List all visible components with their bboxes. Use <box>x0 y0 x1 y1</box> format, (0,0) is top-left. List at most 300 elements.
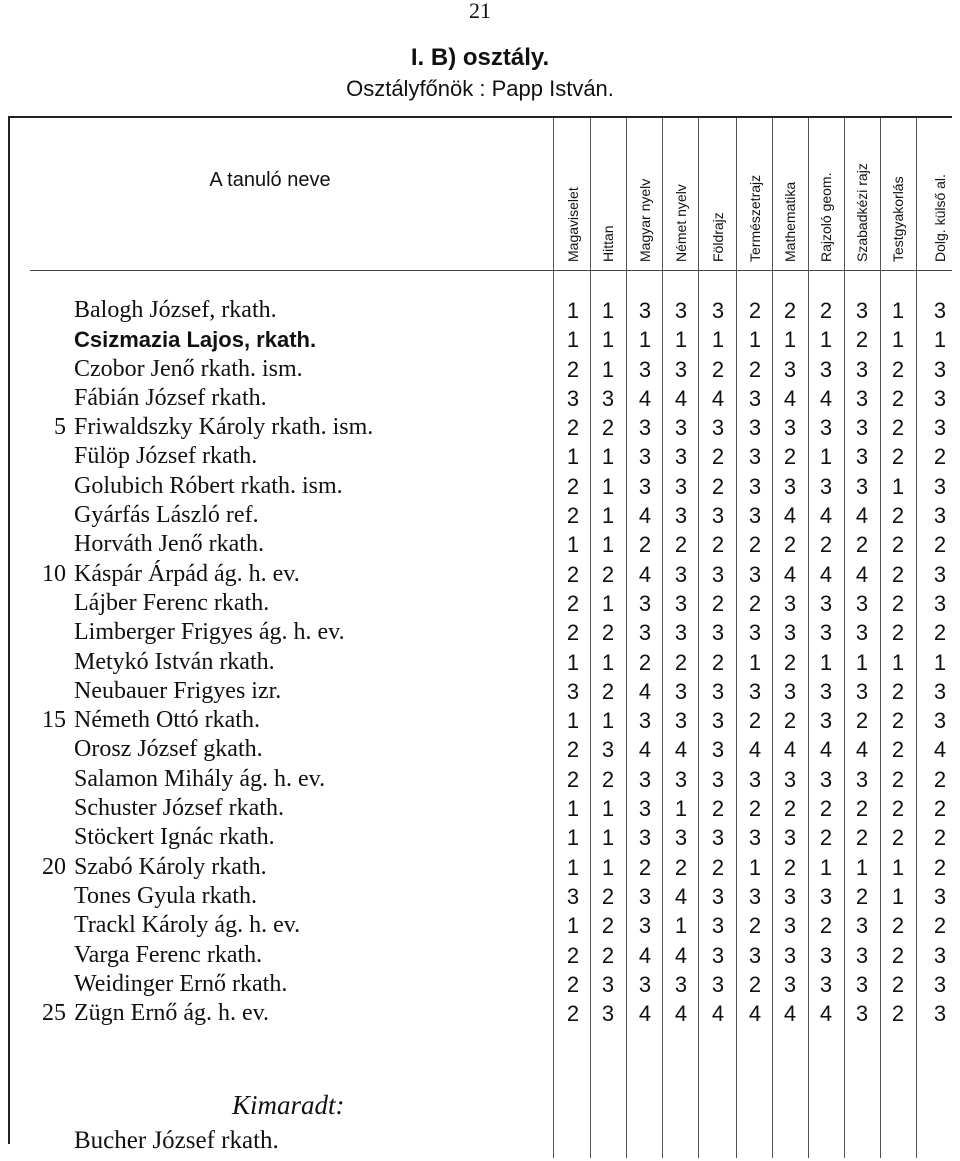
student-name: Schuster József rkath. <box>74 795 284 822</box>
grade-cell: 3 <box>855 971 869 997</box>
table-row <box>0 560 960 589</box>
student-name: Varga Ferenc rkath. <box>74 941 263 968</box>
column-header: Testgyakorlás <box>890 176 906 262</box>
grade-cell: 2 <box>891 444 905 470</box>
grade-cell: 3 <box>783 825 797 851</box>
grade-cell: 3 <box>601 385 615 411</box>
grade-cell: 3 <box>855 473 869 499</box>
grade-cell: 4 <box>855 737 869 763</box>
grade-cell: 2 <box>891 971 905 997</box>
grade-cell: 3 <box>638 473 652 499</box>
grade-cell: 3 <box>674 766 688 792</box>
grade-cell: 2 <box>891 590 905 616</box>
grade-cell: 2 <box>891 415 905 441</box>
student-name: Horváth Jenő rkath. <box>74 531 264 558</box>
table-row <box>0 472 960 501</box>
grade-cell: 3 <box>566 385 580 411</box>
grade-cell: 3 <box>933 385 947 411</box>
grade-cell: 2 <box>638 854 652 880</box>
grade-cell: 3 <box>711 298 725 323</box>
grade-cell: 3 <box>748 883 762 909</box>
grade-cell: 2 <box>638 649 652 675</box>
grade-cell: 3 <box>748 942 762 968</box>
grade-cell: 3 <box>855 385 869 411</box>
grade-cell: 1 <box>566 854 580 880</box>
grade-cell: 3 <box>711 737 725 763</box>
student-name: Fülöp József rkath. <box>74 443 258 470</box>
grade-cell: 1 <box>855 649 869 675</box>
grade-cell: 3 <box>748 620 762 646</box>
grade-cell: 3 <box>783 473 797 499</box>
grade-cell: 3 <box>674 356 688 382</box>
grade-cell: 4 <box>638 503 652 529</box>
table-row <box>0 618 960 647</box>
grade-cell: 1 <box>819 649 833 675</box>
grade-cell: 4 <box>674 1001 688 1027</box>
student-name: Neubauer Frigyes izr. <box>74 677 282 704</box>
table-row <box>0 355 960 384</box>
student-name: Gyárfás László ref. <box>74 502 259 529</box>
row-number: 20 <box>42 853 66 880</box>
grade-cell: 2 <box>601 766 615 792</box>
grade-cell: 3 <box>933 883 947 909</box>
grade-cell: 2 <box>748 971 762 997</box>
grade-cell: 2 <box>891 913 905 939</box>
grade-cell: 1 <box>891 649 905 675</box>
grade-cell: 3 <box>638 913 652 939</box>
grade-cell: 3 <box>711 825 725 851</box>
row-number: 15 <box>42 707 66 734</box>
grade-cell: 1 <box>674 327 688 353</box>
column-header: Magaviselet <box>565 187 581 262</box>
grade-cell: 3 <box>783 678 797 704</box>
grade-cell: 2 <box>819 532 833 558</box>
grade-cell: 1 <box>674 796 688 822</box>
grade-cell: 3 <box>783 766 797 792</box>
grade-cell: 2 <box>566 971 580 997</box>
grade-cell: 2 <box>601 913 615 939</box>
grade-cell: 2 <box>566 1001 580 1027</box>
grade-cell: 3 <box>819 971 833 997</box>
grade-cell: 2 <box>783 298 797 323</box>
grade-cell: 2 <box>711 444 725 470</box>
grade-cell: 2 <box>891 942 905 968</box>
grade-cell: 4 <box>638 737 652 763</box>
grade-cell: 3 <box>674 825 688 851</box>
grade-cell: 3 <box>674 590 688 616</box>
grade-cell: 3 <box>933 473 947 499</box>
grade-cell: 3 <box>748 385 762 411</box>
grade-cell: 3 <box>933 298 947 323</box>
column-header: Dolg. külső al. <box>932 174 948 262</box>
grade-cell: 3 <box>601 737 615 763</box>
grade-cell: 4 <box>638 942 652 968</box>
grade-cell: 3 <box>566 678 580 704</box>
grade-cell: 3 <box>748 678 762 704</box>
grade-cell: 2 <box>601 415 615 441</box>
grade-cell: 3 <box>819 415 833 441</box>
grade-cell: 3 <box>711 561 725 587</box>
student-name: Orosz József gkath. <box>74 736 263 763</box>
grade-cell: 3 <box>933 561 947 587</box>
grade-cell: 1 <box>566 796 580 822</box>
grade-cell: 1 <box>601 854 615 880</box>
grade-cell: 3 <box>711 415 725 441</box>
grade-cell: 3 <box>638 444 652 470</box>
grade-cell: 3 <box>933 590 947 616</box>
grade-cell: 1 <box>891 327 905 353</box>
omitted-label: Kimaradt: <box>232 1090 345 1120</box>
grade-cell: 2 <box>855 532 869 558</box>
grade-cell: 3 <box>933 356 947 382</box>
grade-cell: 1 <box>819 444 833 470</box>
grade-cell: 4 <box>711 385 725 411</box>
grade-cell: 1 <box>601 590 615 616</box>
student-name: Friwaldszky Károly rkath. ism. <box>74 414 374 441</box>
grade-cell: 4 <box>783 503 797 529</box>
grade-cell: 4 <box>674 737 688 763</box>
student-name: Golubich Róbert rkath. ism. <box>74 472 343 499</box>
grade-cell: 1 <box>601 473 615 499</box>
grade-cell: 3 <box>819 620 833 646</box>
grade-cell: 1 <box>601 298 615 323</box>
grade-cell: 3 <box>855 1001 869 1027</box>
grade-cell: 3 <box>711 913 725 939</box>
grade-cell: 4 <box>638 1001 652 1027</box>
grade-cell: 1 <box>566 298 580 323</box>
column-header: Földrajz <box>710 212 726 262</box>
grade-cell: 2 <box>711 356 725 382</box>
grade-cell: 3 <box>711 766 725 792</box>
grade-cell: 2 <box>891 678 905 704</box>
grade-cell: 3 <box>748 561 762 587</box>
grade-cell: 3 <box>638 590 652 616</box>
student-name-header: A tanuló neve <box>209 169 331 191</box>
grade-cell: 3 <box>855 913 869 939</box>
student-name: Metykó István rkath. <box>74 648 275 675</box>
grade-cell: 3 <box>674 444 688 470</box>
grade-cell: 3 <box>638 415 652 441</box>
grade-cell: 3 <box>933 942 947 968</box>
grade-cell: 2 <box>601 620 615 646</box>
grade-cell: 2 <box>601 942 615 968</box>
grade-cell: 2 <box>566 415 580 441</box>
grade-cell: 3 <box>674 298 688 323</box>
grade-cell: 3 <box>674 561 688 587</box>
column-header: Hittan <box>600 225 616 262</box>
grade-cell: 2 <box>933 913 947 939</box>
grade-cell: 3 <box>855 942 869 968</box>
student-name: Salamon Mihály ág. h. ev. <box>74 765 326 792</box>
grade-cell: 3 <box>674 473 688 499</box>
grade-cell: 3 <box>638 708 652 734</box>
grade-cell: 4 <box>638 678 652 704</box>
table-row <box>0 648 960 677</box>
grade-cell: 3 <box>601 1001 615 1027</box>
grade-cell: 1 <box>748 649 762 675</box>
grade-cell: 1 <box>891 298 905 323</box>
student-name: Szabó Károly rkath. <box>74 853 267 880</box>
grade-cell: 1 <box>933 649 947 675</box>
grade-cell: 2 <box>855 796 869 822</box>
table-row <box>0 677 960 706</box>
grade-cell: 4 <box>674 942 688 968</box>
grade-cell: 1 <box>566 649 580 675</box>
grade-cell: 3 <box>674 971 688 997</box>
grade-cell: 4 <box>819 1001 833 1027</box>
student-list <box>0 296 960 1028</box>
grade-cell: 2 <box>891 796 905 822</box>
grade-cell: 3 <box>674 620 688 646</box>
student-name: Tones Gyula rkath. <box>74 882 257 909</box>
grade-cell: 3 <box>783 971 797 997</box>
grade-cell: 2 <box>783 444 797 470</box>
grade-cell: 3 <box>711 942 725 968</box>
grade-cell: 2 <box>891 1001 905 1027</box>
table-row <box>0 706 960 735</box>
table-row <box>0 384 960 413</box>
grade-cell: 2 <box>891 708 905 734</box>
grade-cell: 3 <box>748 825 762 851</box>
grade-cell: 4 <box>783 385 797 411</box>
column-header: Rajzoló geom. <box>818 172 834 262</box>
grade-cell: 4 <box>674 883 688 909</box>
grade-cell: 3 <box>711 708 725 734</box>
grade-cell: 4 <box>819 503 833 529</box>
grade-cell: 2 <box>891 356 905 382</box>
grade-cell: 1 <box>601 503 615 529</box>
grade-cell: 2 <box>711 532 725 558</box>
grade-cell: 3 <box>933 415 947 441</box>
student-name: Fábián József rkath. <box>74 384 267 411</box>
grade-cell: 4 <box>711 1001 725 1027</box>
top-rule <box>8 116 952 118</box>
grade-cell: 2 <box>566 766 580 792</box>
grade-cell: 1 <box>566 913 580 939</box>
grade-cell: 3 <box>855 298 869 323</box>
student-name: Káspár Árpád ág. h. ev. <box>74 560 300 587</box>
grade-cell: 3 <box>711 971 725 997</box>
grade-cell: 1 <box>601 825 615 851</box>
grade-cell: 2 <box>674 649 688 675</box>
grade-cell: 1 <box>819 327 833 353</box>
grade-cell: 2 <box>783 532 797 558</box>
grade-cell: 2 <box>819 796 833 822</box>
grade-cell: 4 <box>783 737 797 763</box>
grade-cell: 2 <box>819 825 833 851</box>
grade-cell: 3 <box>819 473 833 499</box>
grade-cell: 2 <box>566 561 580 587</box>
grade-cell: 2 <box>711 590 725 616</box>
grade-cell: 2 <box>855 883 869 909</box>
grade-cell: 3 <box>748 766 762 792</box>
grade-cell: 3 <box>819 766 833 792</box>
grade-cell: 3 <box>748 503 762 529</box>
table-row <box>0 999 960 1028</box>
grade-cell: 3 <box>566 883 580 909</box>
grade-cell: 3 <box>711 678 725 704</box>
grade-cell: 4 <box>933 737 947 763</box>
grade-cell: 1 <box>711 327 725 353</box>
grade-cell: 1 <box>601 649 615 675</box>
header-rule <box>30 270 952 271</box>
grade-cell: 1 <box>566 825 580 851</box>
table-row <box>0 882 960 911</box>
student-name: Balogh József, rkath. <box>74 297 277 323</box>
grade-cell: 1 <box>855 854 869 880</box>
grade-cell: 3 <box>855 678 869 704</box>
grade-cell: 3 <box>638 796 652 822</box>
grade-cell: 2 <box>891 385 905 411</box>
grade-cell: 2 <box>783 854 797 880</box>
grade-cell: 2 <box>933 825 947 851</box>
column-header: Mathematika <box>782 181 798 262</box>
student-name: Lájber Ferenc rkath. <box>74 589 270 616</box>
grade-cell: 3 <box>855 415 869 441</box>
grade-cell: 2 <box>891 503 905 529</box>
grade-cell: 3 <box>819 708 833 734</box>
grade-cell: 1 <box>601 327 615 353</box>
grade-cell: 2 <box>933 854 947 880</box>
grade-cell: 3 <box>933 1001 947 1027</box>
grade-cell: 3 <box>674 678 688 704</box>
grade-cell: 4 <box>855 561 869 587</box>
grade-cell: 2 <box>891 561 905 587</box>
grade-cell: 2 <box>674 854 688 880</box>
grade-cell: 2 <box>933 620 947 646</box>
table-row <box>0 325 960 354</box>
grade-cell: 2 <box>783 796 797 822</box>
grade-cell: 2 <box>566 942 580 968</box>
table-row <box>0 823 960 852</box>
grade-cell: 3 <box>601 971 615 997</box>
grade-cell: 2 <box>855 327 869 353</box>
grade-cell: 3 <box>674 415 688 441</box>
grade-cell: 2 <box>711 854 725 880</box>
grade-cell: 4 <box>819 561 833 587</box>
grade-cell: 2 <box>748 913 762 939</box>
grade-cell: 2 <box>748 590 762 616</box>
grade-cell: 3 <box>711 503 725 529</box>
grade-cell: 2 <box>748 356 762 382</box>
grade-cell: 2 <box>933 766 947 792</box>
table-row <box>0 794 960 823</box>
grade-cell: 3 <box>819 883 833 909</box>
grade-cell: 2 <box>783 649 797 675</box>
row-number: 10 <box>42 560 66 587</box>
table-row <box>0 941 960 970</box>
grade-cell: 3 <box>855 620 869 646</box>
grade-cell: 3 <box>638 766 652 792</box>
grade-cell: 2 <box>601 678 615 704</box>
row-number: 5 <box>54 414 66 441</box>
grade-cell: 2 <box>566 503 580 529</box>
grade-cell: 4 <box>819 737 833 763</box>
grade-cell: 3 <box>674 708 688 734</box>
row-number: 25 <box>42 1000 66 1027</box>
grade-cell: 1 <box>601 356 615 382</box>
column-header: Német nyelv <box>673 184 689 262</box>
column-header: Természetrajz <box>747 174 763 262</box>
grade-cell: 3 <box>783 620 797 646</box>
grade-cell: 3 <box>933 678 947 704</box>
grade-cell: 1 <box>601 796 615 822</box>
grade-cell: 3 <box>674 503 688 529</box>
grade-cell: 2 <box>601 883 615 909</box>
grade-cell: 3 <box>933 708 947 734</box>
grade-cell: 4 <box>748 1001 762 1027</box>
student-name: Csizmazia Lajos, rkath. <box>74 327 317 353</box>
class-teacher: Osztályfőnök : Papp István. <box>346 76 614 101</box>
grade-cell: 3 <box>638 825 652 851</box>
table-row <box>0 589 960 618</box>
grade-cell: 4 <box>638 385 652 411</box>
grade-cell: 2 <box>566 620 580 646</box>
table-row <box>0 442 960 471</box>
table-row <box>0 296 960 325</box>
grade-cell: 3 <box>819 942 833 968</box>
grade-cell: 3 <box>819 590 833 616</box>
grade-cell: 1 <box>601 444 615 470</box>
grade-cell: 3 <box>638 356 652 382</box>
table-row <box>0 853 960 882</box>
grade-cell: 3 <box>819 356 833 382</box>
grade-cell: 2 <box>711 473 725 499</box>
grade-cell: 4 <box>638 561 652 587</box>
page-number: 21 <box>469 0 491 23</box>
grade-cell: 3 <box>711 620 725 646</box>
grade-cell: 2 <box>601 561 615 587</box>
grade-cell: 3 <box>748 473 762 499</box>
grade-cell: 1 <box>566 444 580 470</box>
page-title: I. B) osztály. <box>410 44 550 71</box>
table-row <box>0 735 960 764</box>
grade-cell: 2 <box>891 620 905 646</box>
student-name: Zügn Ernő ág. h. ev. <box>74 1000 270 1027</box>
grade-cell: 3 <box>638 971 652 997</box>
table-row <box>0 530 960 559</box>
grade-cell: 2 <box>638 532 652 558</box>
grade-cell: 3 <box>783 415 797 441</box>
grade-cell: 4 <box>819 385 833 411</box>
grade-cell: 1 <box>566 327 580 353</box>
grade-cell: 2 <box>674 532 688 558</box>
grade-cell: 2 <box>748 532 762 558</box>
grade-cell: 2 <box>566 590 580 616</box>
grade-cell: 2 <box>891 737 905 763</box>
grade-cell: 3 <box>819 678 833 704</box>
grade-cell: 2 <box>933 532 947 558</box>
grade-cell: 2 <box>819 298 833 323</box>
column-header: Magyar nyelv <box>637 178 653 262</box>
grade-cell: 3 <box>711 883 725 909</box>
grade-cell: 2 <box>933 444 947 470</box>
grade-cell: 1 <box>748 854 762 880</box>
grade-cell: 3 <box>855 766 869 792</box>
grade-cell: 3 <box>783 356 797 382</box>
grade-cell: 4 <box>855 503 869 529</box>
student-name: Németh Ottó rkath. <box>74 707 260 734</box>
grade-cell: 3 <box>748 415 762 441</box>
grade-cell: 3 <box>783 590 797 616</box>
grade-cell: 1 <box>819 854 833 880</box>
grade-cell: 2 <box>748 708 762 734</box>
grade-cell: 2 <box>566 473 580 499</box>
grade-cell: 4 <box>748 737 762 763</box>
grade-cell: 3 <box>748 444 762 470</box>
grade-cell: 3 <box>933 971 947 997</box>
grade-cell: 2 <box>855 825 869 851</box>
